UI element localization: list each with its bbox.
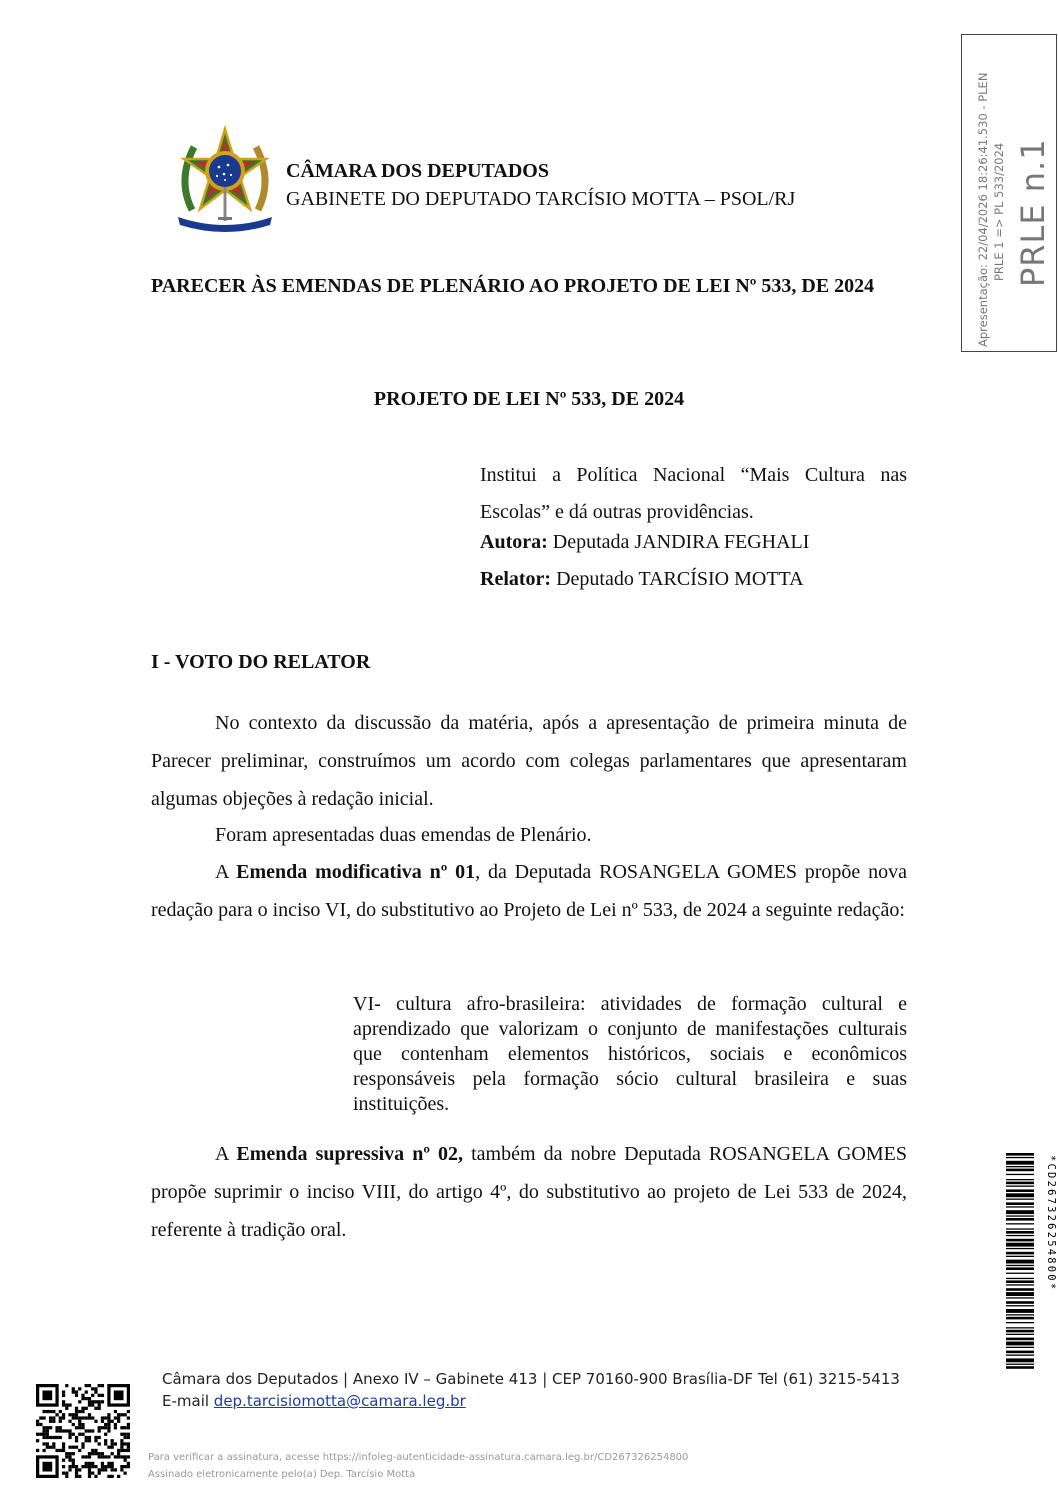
amendment-2-name: Emenda supressiva nº 02, [236,1143,464,1165]
verify-line: Para verificar a assinatura, acesse https://infoleg-autenticidade-assinatura.camara.leg.br/CD267326254800 [148,1452,689,1463]
stamp-date-line: Apresentação: 22/04/2026 18:26:41.530 - PLEN [976,72,990,347]
signed-line: Assinado eletronicamente pelo(a) Dep. Tarcísio Motta [148,1469,416,1480]
brazil-coat-of-arms-icon [172,125,278,235]
rapporteur-value: Deputado TARCÍSIO MOTTA [551,568,804,590]
barcode [1006,1153,1057,1371]
paragraph-3 [151,853,907,929]
parecer-title: PARECER ÀS EMENDAS DE PLENÁRIO AO PROJETO DE LEI Nº 533, DE 2024 [151,275,875,297]
paragraph-3-rest: , da Deputada ROSANGELA GOMES propõe nova redação para o inciso VI, do substitutivo ao Projeto de Lei nº 533, de 2024 a seguinte redação: [151,861,908,921]
author-value: Deputada JANDIRA FEGHALI [547,531,810,553]
paragraph-2: Foram apresentadas duas emendas de Plenário. [215,824,592,846]
footer-address-text: Câmara dos Deputados | Anexo IV – Gabinete 413 | CEP 70160-900 Brasília-DF Tel (61) 3215-5413 E-mail [162,1370,900,1410]
bill-title: PROJETO DE LEI Nº 533, DE 2024 [373,388,685,410]
barcode-bars [1006,1153,1034,1369]
paragraph-1: No contexto da discussão da matéria, após a apresentação de primeira minuta de Parecer preliminar, construímos um acordo com colegas parlamentares que apresentaram algumas objeções à redação inicial. [151,712,907,810]
section-title: I - VOTO DO RELATOR [151,651,371,673]
barcode-text: *CD267326254800* [1045,1155,1057,1292]
ementa: Institui a Política Nacional “Mais Cultura nas Escolas” e dá outras providências. [480,464,907,523]
org-title: CÂMARA DOS DEPUTADOS [286,160,549,182]
presentation-stamp [961,34,1057,352]
paragraph-3-start: A [215,861,237,883]
paragraph-4-start: A [215,1143,237,1165]
rapporteur-line [480,568,804,591]
email-link[interactable]: dep.tarcisiomotta@camara.leg.br [213,1392,466,1410]
author-line [480,531,809,554]
author-label: Autora: [480,531,548,553]
footer-address [162,1368,907,1412]
quoted-text: VI- cultura afro-brasileira: atividades de formação cultural e aprendizado que valorizam o conjunto de manifestações culturais que contenham elementos históricos, sociais e econômicos responsáveis pela formação sócio cultural brasileira e suas instituições. [353,993,907,1115]
stamp-number: PRLE n.1 [1014,138,1052,287]
qr-code-icon [36,1384,130,1478]
paragraph-4-rest: também da nobre Deputada ROSANGELA GOMES propõe suprimir o inciso VIII, do artigo 4º, do substitutivo ao projeto de Lei 533 de 2024, referente à tradição oral. [151,1143,907,1241]
paragraph-4 [151,1135,907,1249]
stamp-ref-line: PRLE 1 => PL 533/2024 [992,142,1006,281]
org-subtitle: GABINETE DO DEPUTADO TARCÍSIO MOTTA – PSOL/RJ [286,188,796,210]
rapporteur-label: Relator: [480,568,552,590]
amendment-1-name: Emenda modificativa nº 01 [236,861,476,883]
